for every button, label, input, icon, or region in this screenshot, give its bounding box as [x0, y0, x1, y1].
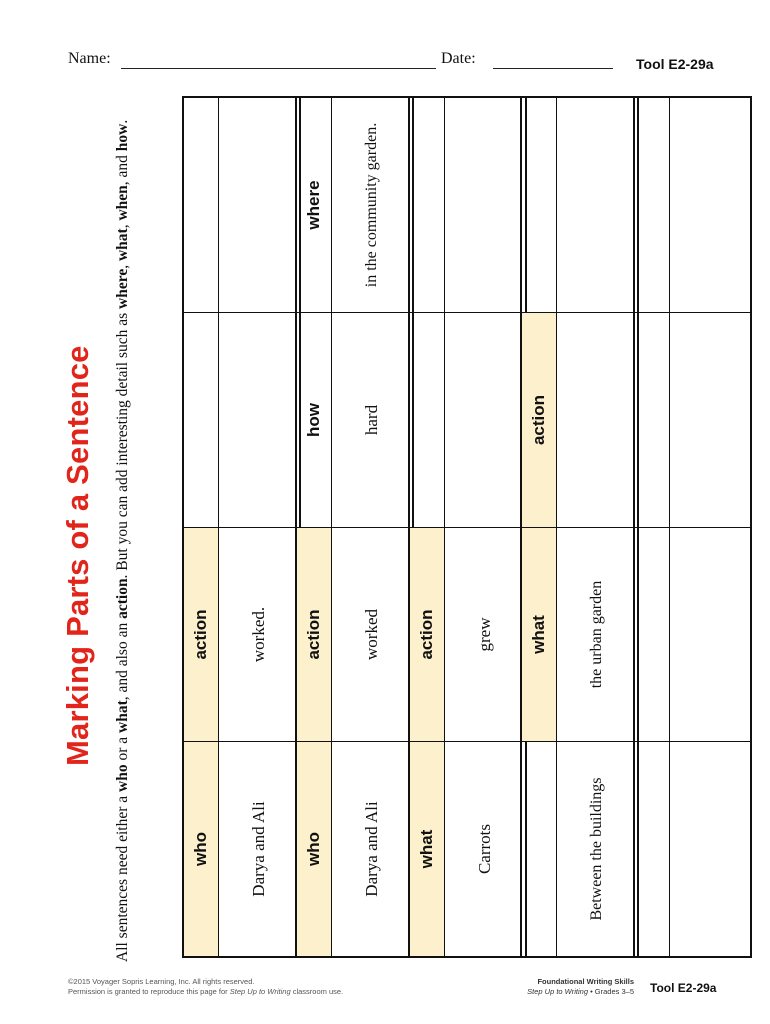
intro-text: All sentences need either a who or a what, and also an action. But you can add interesting detail such as where, what, when, and how. — [114, 119, 131, 962]
table-value-cell[interactable] — [670, 742, 750, 956]
table-value-cell[interactable] — [670, 528, 750, 742]
table-header-cell[interactable] — [184, 98, 218, 313]
page-title: Marking Parts of a Sentence — [60, 345, 95, 766]
table-header-cell: what — [522, 528, 556, 742]
table-header-cell: action — [522, 313, 556, 528]
table-header-cell: action — [410, 528, 444, 742]
table-value-cell: Darya and Ali — [362, 801, 381, 897]
table-value-cell: Carrots — [475, 823, 494, 875]
table-value-cell: Between the buildings — [588, 777, 605, 921]
table-value-cell[interactable] — [219, 98, 299, 313]
table-value-cell[interactable] — [557, 98, 637, 313]
table-value-cell[interactable] — [670, 313, 750, 528]
footer-tool-id: Tool E2-29a — [650, 981, 717, 995]
date-label: Date: — [441, 50, 476, 67]
sentence-table-3 — [408, 96, 527, 958]
table-header-cell: action — [184, 528, 218, 742]
tool-id: Tool E2-29a — [636, 56, 714, 72]
table-value-cell: hard — [332, 313, 412, 528]
table-header-cell[interactable] — [522, 98, 556, 313]
table-value-cell[interactable] — [445, 98, 525, 313]
table-value-cell: Darya and Ali — [249, 801, 268, 897]
table-header-cell: action — [297, 528, 331, 742]
permission-text: Permission is granted to reproduce this page for Step Up to Writing classroom use. — [68, 987, 344, 996]
table-header-cell: how — [297, 313, 331, 528]
table-value-cell: grew — [445, 528, 525, 742]
name-label: Name: — [68, 50, 111, 67]
table-value-cell: in the community garden. — [332, 98, 412, 313]
table-value-cell: the urban garden — [557, 528, 637, 742]
table-header-cell: what — [410, 742, 444, 956]
table-header-cell: where — [297, 98, 331, 313]
footer-copyright — [68, 977, 343, 997]
table-header-cell[interactable] — [522, 742, 556, 956]
series-name: Foundational Writing Skills — [537, 977, 634, 986]
table-value-cell[interactable] — [445, 313, 525, 528]
table-value-cell[interactable] — [219, 313, 299, 528]
table-value-cell[interactable] — [670, 98, 750, 313]
table-header-cell[interactable] — [635, 528, 669, 742]
footer-series — [486, 977, 634, 997]
table-header-cell: who — [297, 742, 331, 956]
table-value-cell[interactable] — [557, 313, 637, 528]
book-grades: Step Up to Writing • Grades 3–5 — [527, 987, 634, 996]
table-header-cell[interactable] — [635, 98, 669, 313]
copyright-text: ©2015 Voyager Sopris Learning, Inc. All rights reserved. — [68, 977, 255, 986]
sentence-table-5 — [633, 96, 752, 958]
table-header-cell[interactable] — [410, 98, 444, 313]
sentence-table-1 — [182, 96, 301, 958]
table-header-cell[interactable] — [635, 742, 669, 956]
sentence-table-4 — [520, 96, 639, 958]
table-header-cell[interactable] — [410, 313, 444, 528]
table-header-cell[interactable] — [184, 313, 218, 528]
sentence-table-2 — [295, 96, 414, 958]
table-value-cell: worked — [332, 528, 412, 742]
table-header-cell: who — [184, 742, 218, 956]
table-value-cell: worked. — [219, 528, 299, 742]
table-header-cell[interactable] — [635, 313, 669, 528]
